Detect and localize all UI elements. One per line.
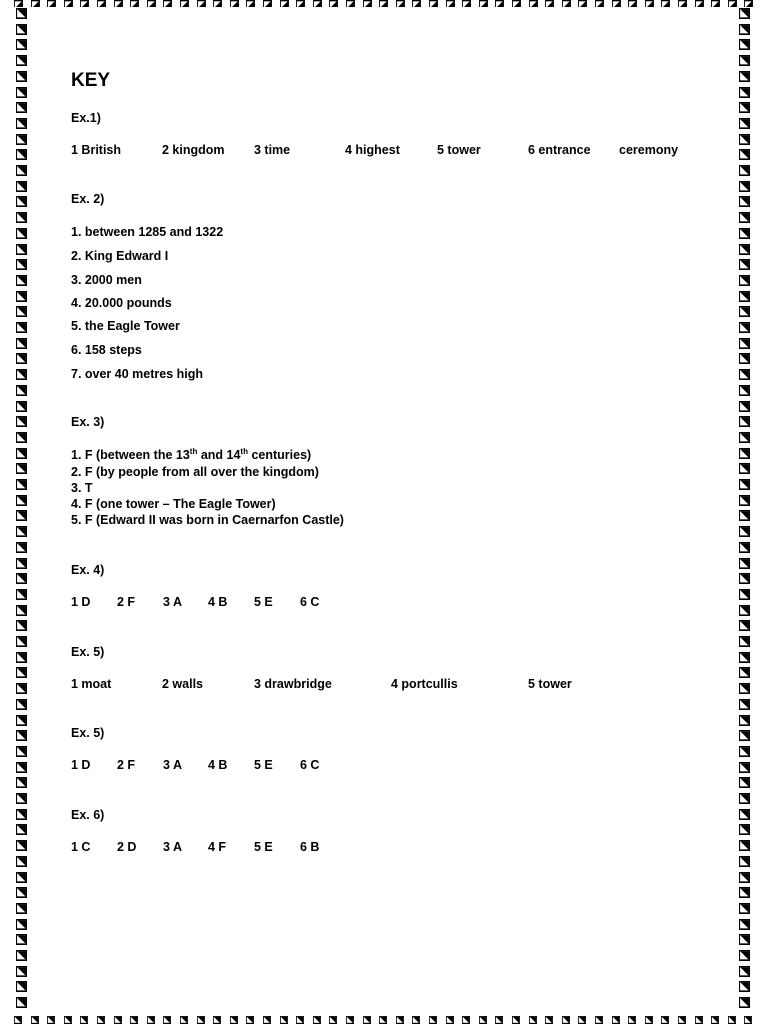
flag-corner-icon <box>16 149 27 160</box>
flag-corner-icon <box>16 55 27 66</box>
flag-corner-icon <box>16 809 27 820</box>
flag-corner-icon <box>545 1016 553 1024</box>
flag-corner-icon <box>739 385 750 396</box>
flag-corner-icon <box>16 872 27 883</box>
flag-corner-icon <box>16 181 27 192</box>
flag-corner-icon <box>16 715 27 726</box>
flag-corner-icon <box>739 605 750 616</box>
flag-corner-icon <box>446 0 455 7</box>
flag-corner-icon <box>739 809 750 820</box>
flag-corner-icon <box>329 0 338 7</box>
flag-corner-icon <box>739 338 750 349</box>
ex4-answer: 4 B <box>208 595 228 609</box>
flag-corner-icon <box>728 0 737 7</box>
flag-corner-icon <box>64 1016 72 1024</box>
flag-corner-icon <box>739 699 750 710</box>
flag-corner-icon <box>379 0 388 7</box>
flag-corner-icon <box>16 526 27 537</box>
flag-corner-icon <box>16 448 27 459</box>
flag-corner-icon <box>739 777 750 788</box>
ex1-answer: 5 tower <box>437 143 481 157</box>
flag-corner-icon <box>739 667 750 678</box>
ex2-answer: 6. 158 steps <box>71 343 142 357</box>
flag-corner-icon <box>296 1016 304 1024</box>
flag-corner-icon <box>16 479 27 490</box>
flag-corner-icon <box>739 793 750 804</box>
flag-corner-icon <box>612 0 621 7</box>
page-border-bottom <box>14 1016 754 1024</box>
ex1-answer: ceremony <box>619 143 679 157</box>
flag-corner-icon <box>628 1016 636 1024</box>
ex4-answer: 3 A <box>163 595 182 609</box>
flag-corner-icon <box>329 1016 337 1024</box>
flag-corner-icon <box>739 966 750 977</box>
flag-corner-icon <box>16 887 27 898</box>
flag-corner-icon <box>31 1016 39 1024</box>
flag-corner-icon <box>16 777 27 788</box>
flag-corner-icon <box>230 1016 238 1024</box>
ex5a-heading: Ex. 5) <box>71 645 105 659</box>
ex5a-answer: 4 portcullis <box>391 677 458 691</box>
flag-corner-icon <box>739 149 750 160</box>
flag-corner-icon <box>246 1016 254 1024</box>
flag-corner-icon <box>739 87 750 98</box>
flag-corner-icon <box>16 432 27 443</box>
flag-corner-icon <box>246 0 255 7</box>
flag-corner-icon <box>739 432 750 443</box>
flag-corner-icon <box>16 353 27 364</box>
flag-corner-icon <box>16 463 27 474</box>
flag-corner-icon <box>695 0 704 7</box>
flag-corner-icon <box>16 762 27 773</box>
page-border-right <box>739 8 751 1018</box>
flag-corner-icon <box>739 118 750 129</box>
flag-corner-icon <box>739 196 750 207</box>
flag-corner-icon <box>429 0 438 7</box>
flag-corner-icon <box>711 0 720 7</box>
flag-corner-icon <box>16 683 27 694</box>
flag-corner-icon <box>545 0 554 7</box>
flag-corner-icon <box>739 322 750 333</box>
flag-corner-icon <box>47 0 56 7</box>
flag-corner-icon <box>16 39 27 50</box>
flag-corner-icon <box>16 824 27 835</box>
flag-corner-icon <box>512 1016 520 1024</box>
flag-corner-icon <box>612 1016 620 1024</box>
flag-corner-icon <box>16 746 27 757</box>
flag-corner-icon <box>180 1016 188 1024</box>
flag-corner-icon <box>130 0 139 7</box>
flag-corner-icon <box>739 589 750 600</box>
flag-corner-icon <box>739 24 750 35</box>
flag-corner-icon <box>739 181 750 192</box>
flag-corner-icon <box>147 0 156 7</box>
flag-corner-icon <box>578 0 587 7</box>
flag-corner-icon <box>739 636 750 647</box>
flag-corner-icon <box>97 0 106 7</box>
flag-corner-icon <box>16 244 27 255</box>
flag-corner-icon <box>80 1016 88 1024</box>
ex6-answer: 5 E <box>254 840 273 854</box>
flag-corner-icon <box>678 0 687 7</box>
flag-corner-icon <box>16 71 27 82</box>
ex6-answer: 1 C <box>71 840 91 854</box>
flag-corner-icon <box>739 824 750 835</box>
flag-corner-icon <box>16 542 27 553</box>
flag-corner-icon <box>412 0 421 7</box>
flag-corner-icon <box>16 322 27 333</box>
ex1-answer: 2 kingdom <box>162 143 225 157</box>
flag-corner-icon <box>16 118 27 129</box>
flag-corner-icon <box>147 1016 155 1024</box>
flag-corner-icon <box>678 1016 686 1024</box>
flag-corner-icon <box>16 903 27 914</box>
flag-corner-icon <box>739 369 750 380</box>
flag-corner-icon <box>16 306 27 317</box>
flag-corner-icon <box>16 495 27 506</box>
flag-corner-icon <box>396 1016 404 1024</box>
flag-corner-icon <box>280 0 289 7</box>
flag-corner-icon <box>230 0 239 7</box>
ex4-heading: Ex. 4) <box>71 563 105 577</box>
ex2-heading: Ex. 2) <box>71 192 105 206</box>
flag-corner-icon <box>744 0 753 7</box>
flag-corner-icon <box>16 102 27 113</box>
ex2-answer: 1. between 1285 and 1322 <box>71 225 224 239</box>
flag-corner-icon <box>47 1016 55 1024</box>
flag-corner-icon <box>16 87 27 98</box>
flag-corner-icon <box>728 1016 736 1024</box>
flag-corner-icon <box>396 0 405 7</box>
flag-corner-icon <box>739 259 750 270</box>
flag-corner-icon <box>739 448 750 459</box>
flag-corner-icon <box>739 950 750 961</box>
flag-corner-icon <box>80 0 89 7</box>
page-border-top <box>14 0 754 7</box>
flag-corner-icon <box>16 558 27 569</box>
ex2-answer: 5. the Eagle Tower <box>71 319 180 333</box>
flag-corner-icon <box>16 416 27 427</box>
flag-corner-icon <box>595 0 604 7</box>
flag-corner-icon <box>16 24 27 35</box>
flag-corner-icon <box>313 0 322 7</box>
ex1-answer: 6 entrance <box>528 143 591 157</box>
flag-corner-icon <box>512 0 521 7</box>
flag-corner-icon <box>595 1016 603 1024</box>
flag-corner-icon <box>16 510 27 521</box>
flag-corner-icon <box>739 934 750 945</box>
flag-corner-icon <box>16 275 27 286</box>
flag-corner-icon <box>739 997 750 1008</box>
ex5b-answer: 2 F <box>117 758 136 772</box>
ex1-answer: 3 time <box>254 143 291 157</box>
flag-corner-icon <box>16 259 27 270</box>
flag-corner-icon <box>462 1016 470 1024</box>
flag-corner-icon <box>739 165 750 176</box>
flag-corner-icon <box>16 652 27 663</box>
flag-corner-icon <box>16 196 27 207</box>
flag-corner-icon <box>16 573 27 584</box>
flag-corner-icon <box>462 0 471 7</box>
ex2-answer: 7. over 40 metres high <box>71 367 204 381</box>
flag-corner-icon <box>16 385 27 396</box>
ex5b-heading: Ex. 5) <box>71 726 105 740</box>
flag-corner-icon <box>739 55 750 66</box>
flag-corner-icon <box>180 0 189 7</box>
flag-corner-icon <box>739 542 750 553</box>
ex1-answer: 1 British <box>71 143 122 157</box>
flag-corner-icon <box>739 715 750 726</box>
flag-corner-icon <box>739 416 750 427</box>
flag-corner-icon <box>739 463 750 474</box>
flag-corner-icon <box>197 1016 205 1024</box>
ex3-answer: 3. T <box>71 481 93 495</box>
ex3-answer: 4. F (one tower – The Eagle Tower) <box>71 497 276 511</box>
flag-corner-icon <box>363 1016 371 1024</box>
flag-corner-icon <box>578 1016 586 1024</box>
flag-corner-icon <box>114 1016 122 1024</box>
flag-corner-icon <box>739 244 750 255</box>
flag-corner-icon <box>114 0 123 7</box>
flag-corner-icon <box>739 573 750 584</box>
flag-corner-icon <box>739 887 750 898</box>
flag-corner-icon <box>16 369 27 380</box>
flag-corner-icon <box>495 0 504 7</box>
flag-corner-icon <box>16 699 27 710</box>
flag-corner-icon <box>16 636 27 647</box>
ex5b-answer: 6 C <box>300 758 320 772</box>
flag-corner-icon <box>16 134 27 145</box>
flag-corner-icon <box>163 0 172 7</box>
flag-corner-icon <box>739 652 750 663</box>
flag-corner-icon <box>16 840 27 851</box>
flag-corner-icon <box>739 856 750 867</box>
flag-corner-icon <box>711 1016 719 1024</box>
ex4-answer: 6 C <box>300 595 320 609</box>
flag-corner-icon <box>739 558 750 569</box>
flag-corner-icon <box>695 1016 703 1024</box>
flag-corner-icon <box>429 1016 437 1024</box>
flag-corner-icon <box>661 1016 669 1024</box>
ex4-answer: 2 F <box>117 595 136 609</box>
ex3-answer: 1. F (between the 13th and 14th centuries) <box>71 446 312 462</box>
flag-corner-icon <box>495 1016 503 1024</box>
ex2-answer: 2. King Edward I <box>71 249 169 263</box>
flag-corner-icon <box>16 589 27 600</box>
flag-corner-icon <box>16 212 27 223</box>
flag-corner-icon <box>412 1016 420 1024</box>
flag-corner-icon <box>479 1016 487 1024</box>
flag-corner-icon <box>739 620 750 631</box>
flag-corner-icon <box>645 0 654 7</box>
ex6-answer: 3 A <box>163 840 182 854</box>
flag-corner-icon <box>263 0 272 7</box>
flag-corner-icon <box>16 165 27 176</box>
flag-corner-icon <box>739 102 750 113</box>
flag-corner-icon <box>739 981 750 992</box>
ex6-answer: 2 D <box>117 840 137 854</box>
flag-corner-icon <box>213 1016 221 1024</box>
flag-corner-icon <box>739 526 750 537</box>
flag-corner-icon <box>16 981 27 992</box>
ex1-answer: 4 highest <box>345 143 400 157</box>
flag-corner-icon <box>163 1016 171 1024</box>
flag-corner-icon <box>739 275 750 286</box>
flag-corner-icon <box>14 0 23 7</box>
flag-corner-icon <box>16 667 27 678</box>
flag-corner-icon <box>739 919 750 930</box>
flag-corner-icon <box>363 0 372 7</box>
flag-corner-icon <box>16 919 27 930</box>
ex5b-answer: 5 E <box>254 758 273 772</box>
flag-corner-icon <box>562 1016 570 1024</box>
flag-corner-icon <box>739 228 750 239</box>
ex6-answer: 6 B <box>300 840 320 854</box>
flag-corner-icon <box>16 228 27 239</box>
flag-corner-icon <box>197 0 206 7</box>
flag-corner-icon <box>16 997 27 1008</box>
flag-corner-icon <box>313 1016 321 1024</box>
ex3-answer: 2. F (by people from all over the kingdom) <box>71 465 319 479</box>
flag-corner-icon <box>739 71 750 82</box>
flag-corner-icon <box>16 338 27 349</box>
flag-corner-icon <box>739 306 750 317</box>
flag-corner-icon <box>645 1016 653 1024</box>
flag-corner-icon <box>16 605 27 616</box>
flag-corner-icon <box>628 0 637 7</box>
flag-corner-icon <box>529 0 538 7</box>
flag-corner-icon <box>16 730 27 741</box>
flag-corner-icon <box>739 840 750 851</box>
flag-corner-icon <box>16 966 27 977</box>
flag-corner-icon <box>16 793 27 804</box>
flag-corner-icon <box>661 0 670 7</box>
flag-corner-icon <box>739 683 750 694</box>
flag-corner-icon <box>562 0 571 7</box>
ex5b-answer: 1 D <box>71 758 91 772</box>
ex6-heading: Ex. 6) <box>71 808 105 822</box>
flag-corner-icon <box>479 0 488 7</box>
flag-corner-icon <box>739 762 750 773</box>
flag-corner-icon <box>739 510 750 521</box>
ex5a-answer: 2 walls <box>162 677 203 691</box>
ex1-heading: Ex.1) <box>71 111 101 125</box>
flag-corner-icon <box>296 0 305 7</box>
ex5b-answer: 4 B <box>208 758 228 772</box>
flag-corner-icon <box>739 8 750 19</box>
ex4-answer: 1 D <box>71 595 91 609</box>
page-border-left <box>16 8 28 1018</box>
flag-corner-icon <box>739 746 750 757</box>
flag-corner-icon <box>130 1016 138 1024</box>
flag-corner-icon <box>16 856 27 867</box>
ex2-answer: 3. 2000 men <box>71 273 142 287</box>
flag-corner-icon <box>31 0 40 7</box>
ex5a-answer: 1 moat <box>71 677 112 691</box>
ex5b-answer: 3 A <box>163 758 182 772</box>
flag-corner-icon <box>97 1016 105 1024</box>
flag-corner-icon <box>739 479 750 490</box>
flag-corner-icon <box>739 353 750 364</box>
flag-corner-icon <box>739 903 750 914</box>
flag-corner-icon <box>739 212 750 223</box>
flag-corner-icon <box>213 0 222 7</box>
flag-corner-icon <box>16 950 27 961</box>
flag-corner-icon <box>739 495 750 506</box>
flag-corner-icon <box>739 134 750 145</box>
flag-corner-icon <box>280 1016 288 1024</box>
flag-corner-icon <box>739 401 750 412</box>
ex5a-answer: 3 drawbridge <box>254 677 332 691</box>
flag-corner-icon <box>64 0 73 7</box>
ex6-answer: 4 F <box>208 840 227 854</box>
flag-corner-icon <box>16 291 27 302</box>
page-title: KEY <box>71 70 111 91</box>
ex2-answer: 4. 20.000 pounds <box>71 296 172 310</box>
flag-corner-icon <box>739 291 750 302</box>
ex4-answer: 5 E <box>254 595 273 609</box>
flag-corner-icon <box>16 620 27 631</box>
flag-corner-icon <box>346 0 355 7</box>
flag-corner-icon <box>446 1016 454 1024</box>
flag-corner-icon <box>263 1016 271 1024</box>
flag-corner-icon <box>16 934 27 945</box>
flag-corner-icon <box>16 8 27 19</box>
ex3-heading: Ex. 3) <box>71 415 105 429</box>
ex3-answer: 5. F (Edward II was born in Caernarfon Castle) <box>71 513 344 527</box>
flag-corner-icon <box>739 730 750 741</box>
flag-corner-icon <box>739 39 750 50</box>
ex5a-answer: 5 tower <box>528 677 572 691</box>
flag-corner-icon <box>16 401 27 412</box>
flag-corner-icon <box>739 872 750 883</box>
flag-corner-icon <box>379 1016 387 1024</box>
flag-corner-icon <box>346 1016 354 1024</box>
flag-corner-icon <box>529 1016 537 1024</box>
